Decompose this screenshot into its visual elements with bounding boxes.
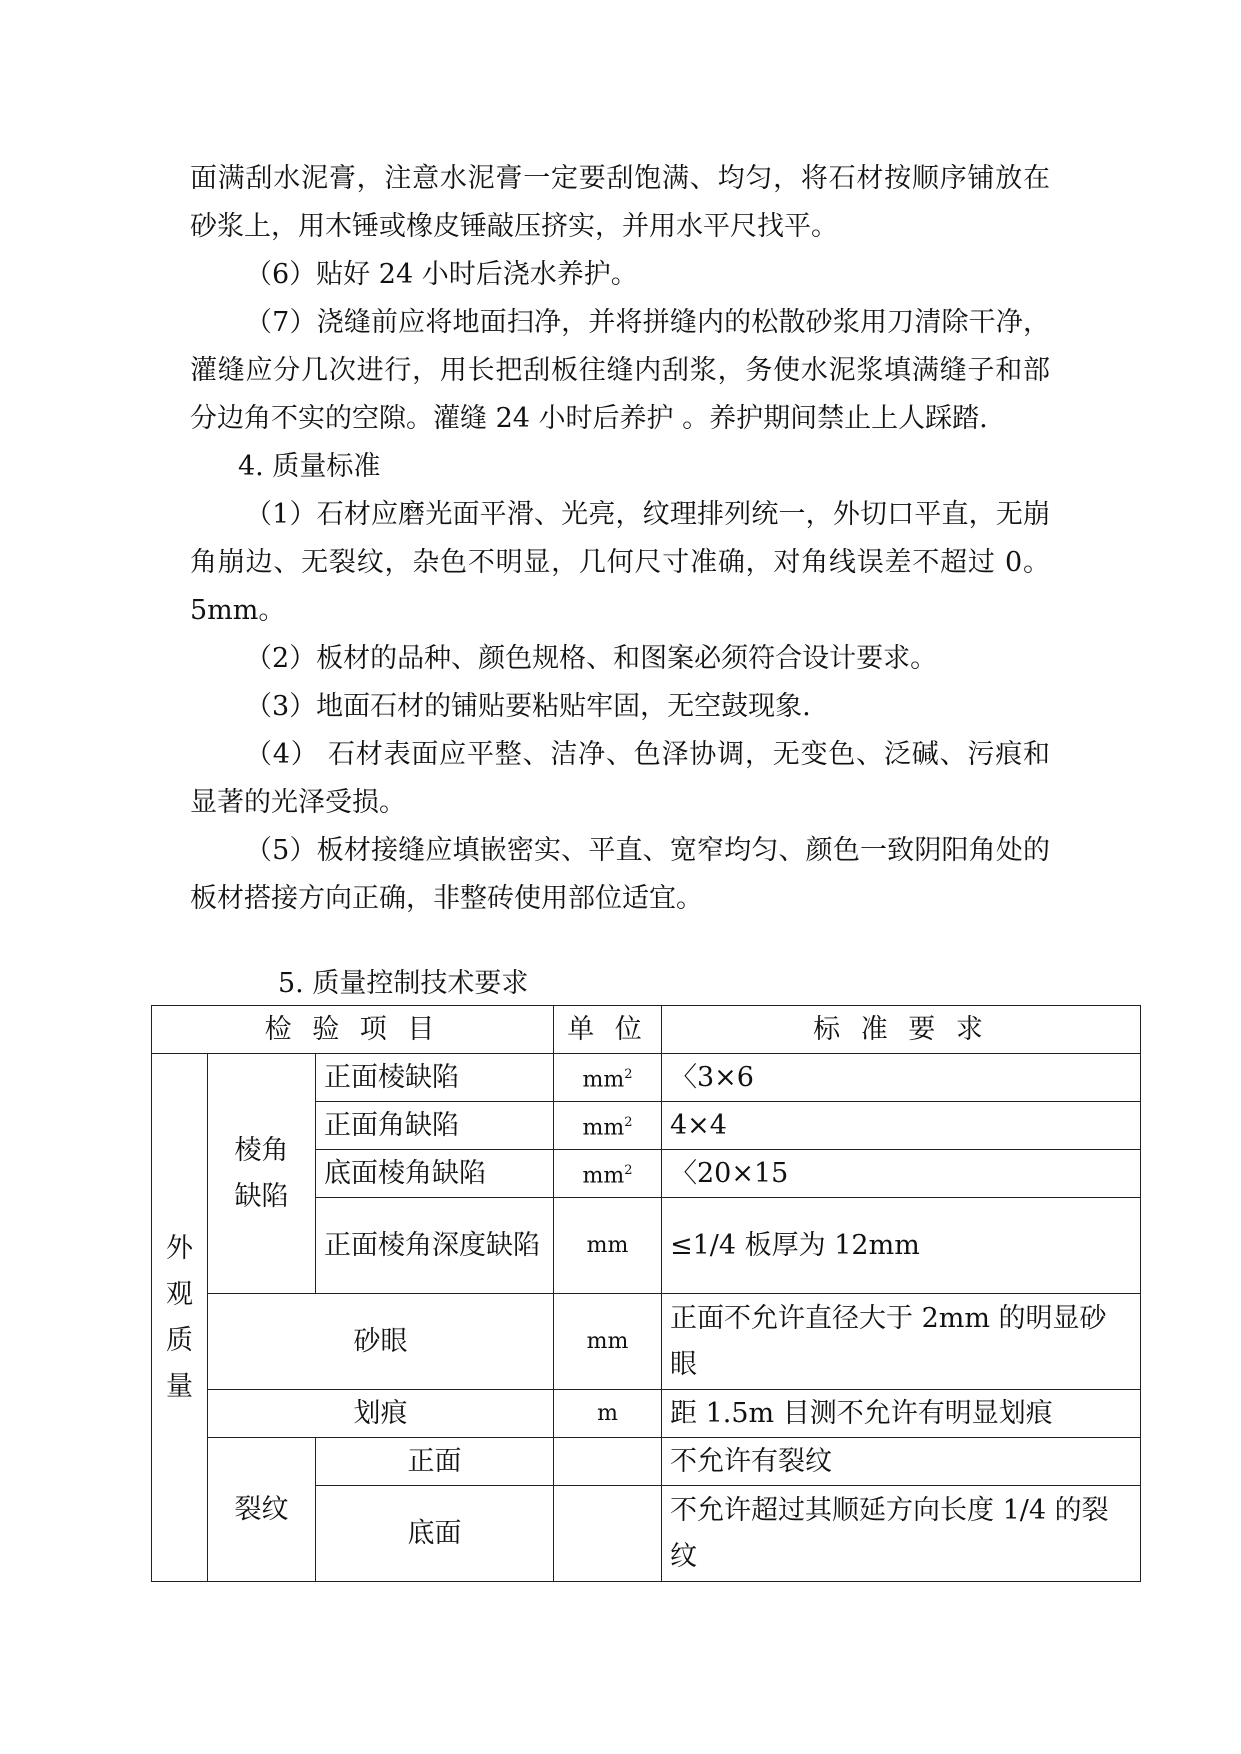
item-requirement: 不允许超过其顺延方向长度 1/4 的裂纹: [662, 1486, 1141, 1582]
item-unit: m: [554, 1390, 662, 1438]
header-requirement: 标 准 要 求: [662, 1006, 1141, 1054]
standard-item: （4） 石材表面应平整、洁净、色泽协调，无变色、泛碱、污痕和显著的光泽受损。: [190, 739, 1050, 818]
paragraph: （7）浇缝前应将地面扫净，并将拼缝内的松散砂浆用刀清除干净，灌缝应分几次进行，用长把刮板往缝内刮浆，务使水泥浆填满缝子和部分边角不实的空隙。灌缝 24 小时后养护 。养护期间禁止上人踩踏.: [190, 307, 1050, 434]
item-unit: [554, 1438, 662, 1486]
item-requirement: 〈20×15: [662, 1150, 1141, 1198]
item-unit: $mm^2$: [554, 1054, 662, 1102]
item-requirement: 不允许有裂纹: [662, 1438, 1141, 1486]
item-unit: mm: [554, 1294, 662, 1390]
table-row: [152, 1054, 1141, 1102]
table-row: [152, 1390, 1141, 1438]
paragraph: （6）贴好 24 小时后浇水养护。: [245, 259, 638, 290]
group-appearance: 外观质量: [152, 1054, 208, 1582]
table-row: [152, 1294, 1141, 1390]
item-name: 正面: [316, 1438, 554, 1486]
standard-item: （5）板材接缝应填嵌密实、平直、宽窄均匀、颜色一致阴阳角处的板材搭接方向正确，非整砖使用部位适宜。: [190, 835, 1050, 914]
item-name: 底面棱角缺陷: [316, 1150, 554, 1198]
item-unit: mm: [554, 1198, 662, 1294]
header-item: 检 验 项 目: [152, 1006, 554, 1054]
item-unit: $mm^2$: [554, 1102, 662, 1150]
item-requirement: 正面不允许直径大于 2mm 的明显砂眼: [662, 1294, 1141, 1390]
item-name: 划痕: [208, 1390, 554, 1438]
header-unit: 单 位: [554, 1006, 662, 1054]
group-edge-defects: 棱角缺陷: [208, 1054, 316, 1294]
paragraph: 面满刮水泥膏，注意水泥膏一定要刮饱满、均匀，将石材按顺序铺放在砂浆上，用木锤或橡皮锤敲压挤实，并用水平尺找平。: [190, 163, 1050, 242]
document-body: [190, 155, 1050, 923]
item-name: 底面: [316, 1486, 554, 1582]
item-requirement: ≤1/4 板厚为 12mm: [662, 1198, 1141, 1294]
item-unit: [554, 1486, 662, 1582]
item-requirement: 〈3×6: [662, 1054, 1141, 1102]
item-requirement: 距 1.5m 目测不允许有明显划痕: [662, 1390, 1141, 1438]
table-row: [152, 1438, 1141, 1486]
item-name: 正面棱角深度缺陷: [316, 1198, 554, 1294]
table-header-row: [152, 1006, 1141, 1054]
item-unit: $mm^2$: [554, 1150, 662, 1198]
section-heading: 5. 质量控制技术要求: [278, 968, 529, 999]
standard-item: （2）板材的品种、颜色规格、和图案必须符合设计要求。: [245, 643, 938, 674]
item-name: 正面棱缺陷: [316, 1054, 554, 1102]
quality-control-table: [151, 1005, 1141, 1582]
section-heading: 4. 质量标准: [238, 451, 381, 482]
standard-item: （1）石材应磨光面平滑、光亮，纹理排列统一，外切口平直，无崩角崩边、无裂纹，杂色不明显，几何尺寸准确，对角线误差不超过 0。5mm。: [190, 499, 1050, 626]
item-name: 正面角缺陷: [316, 1102, 554, 1150]
item-requirement: 4×4: [662, 1102, 1141, 1150]
group-cracks: 裂纹: [208, 1438, 316, 1582]
item-name: 砂眼: [208, 1294, 554, 1390]
standard-item: （3）地面石材的铺贴要粘贴牢固，无空鼓现象.: [245, 691, 811, 722]
